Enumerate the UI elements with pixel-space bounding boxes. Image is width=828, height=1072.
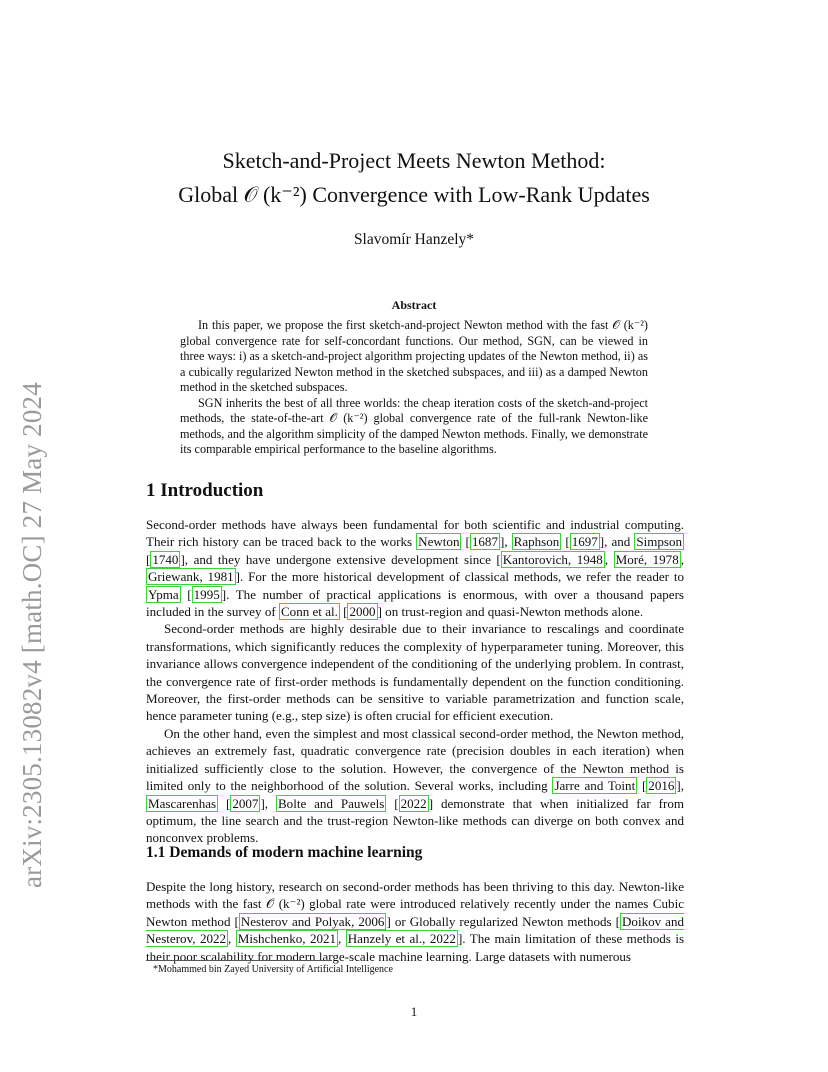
citation-link[interactable]: Kantorovich, 1948 bbox=[502, 551, 603, 567]
citation-link[interactable]: Nesterov and Polyak, 2006 bbox=[240, 913, 385, 929]
citation-link[interactable]: Jarre and Toint bbox=[554, 778, 636, 794]
text-span: ] demonstrate that when initialized far from optimum, the line search and the trust-region Newton-like methods can diverge on both convex and nonconvex problems. bbox=[146, 795, 685, 846]
intro-paragraph-1 bbox=[146, 516, 684, 620]
citation-link[interactable]: 1995 bbox=[193, 586, 220, 602]
citation-link[interactable]: Conn et al. bbox=[280, 604, 338, 620]
citation-link[interactable]: Newton bbox=[418, 534, 460, 550]
text-span: [ bbox=[180, 586, 192, 602]
abstract-paragraph-2: SGN inherits the best of all three worlds: the cheap iteration costs of the sketch-and-project methods, the state-of-the-art 𝒪 (k⁻²) global convergence rate of the full-rank Newton-like methods, and the algorithm simplicity of the damped Newton methods. Finally, we demonstrate its comparable empirical performance to the baseline algorithms. bbox=[180, 395, 648, 456]
text-span: [ bbox=[218, 795, 231, 811]
text-span: , bbox=[338, 931, 346, 947]
citation-link[interactable]: 2016 bbox=[648, 778, 675, 794]
text-span: [ bbox=[146, 551, 151, 567]
text-span: ], bbox=[676, 778, 684, 794]
subsection-body bbox=[146, 878, 684, 965]
text-span: , bbox=[604, 551, 614, 567]
subsection-paragraph-1 bbox=[146, 878, 684, 965]
intro-paragraph-3 bbox=[146, 725, 684, 847]
author: Slavomír Hanzely* bbox=[353, 231, 475, 248]
page-number: 1 bbox=[410, 1004, 418, 1019]
citation-link[interactable]: 2022 bbox=[400, 795, 427, 811]
text-span: , bbox=[228, 931, 236, 947]
citation-link[interactable]: Mascarenhas bbox=[148, 795, 217, 811]
citation-link[interactable]: 2000 bbox=[349, 604, 376, 620]
text-span: ] on trust-region and quasi-Newton methods alone. bbox=[377, 604, 644, 620]
text-span: Second-order methods have always been fundamental for both scientific and industrial computing. Their rich history can be traced back to the works bbox=[146, 517, 684, 550]
text-span: , bbox=[680, 551, 684, 567]
section-heading-introduction: 1 Introduction bbox=[146, 480, 264, 501]
citation-link[interactable]: 1740 bbox=[152, 551, 179, 567]
citation-link[interactable]: 1687 bbox=[471, 534, 498, 550]
arxiv-side-label: arXiv:2305.13082v4 [math.OC] 27 May 2024 bbox=[17, 382, 47, 888]
text-span: On the other hand, even the simplest and most classical second-order method, the Newton method, achieves an extremely fast, quadratic convergence rate (precision doubles in each iteration) when initialized sufficiently close to the solution. However, the convergence of the Newton method is limited only to the neighborhood of the solution. Several works, including bbox=[146, 725, 684, 794]
citation-link[interactable]: Moré, 1978 bbox=[615, 551, 679, 567]
citation-link[interactable]: Raphson bbox=[513, 534, 560, 550]
title-line-1: Sketch-and-Project Meets Newton Method: bbox=[222, 148, 606, 173]
subsection-heading: 1.1 Demands of modern machine learning bbox=[146, 844, 423, 861]
paper-title bbox=[146, 144, 682, 212]
abstract-heading: Abstract bbox=[391, 298, 437, 312]
citation-link[interactable]: 2007 bbox=[232, 795, 259, 811]
citation-link[interactable]: Doikov and Nesterov, 2022 bbox=[146, 913, 685, 947]
abstract-body bbox=[180, 318, 648, 458]
text-span: ], bbox=[260, 795, 276, 811]
citation-link[interactable]: Simpson bbox=[636, 534, 683, 550]
citation-link[interactable]: Ypma bbox=[148, 586, 179, 602]
text-span: [ bbox=[637, 778, 647, 794]
citation-link[interactable]: Hanzely et al., 2022 bbox=[347, 931, 456, 947]
text-span: ]. The number of practical applications is enormous, with over a thousand papers included in the survey of bbox=[146, 586, 685, 620]
text-span: Despite the long history, research on second-order methods has been thriving to this day. Newton-like methods with the fast 𝒪 (k⁻²) global rate were introduced relatively recently under the names Cubic Newton method [ bbox=[146, 879, 684, 929]
abstract-paragraph-1: In this paper, we propose the first sketch-and-project Newton method with the fast 𝒪 (k⁻²) global convergence rate for self-concordant functions. Our method, SGN, can be viewed in three ways: i) as a sketch-and-project algorithm projecting updates of the Newton method, ii) as a cubically regularized Newton method in the sketched subspaces, and iii) as a damped Newton method in the sketched subspaces. bbox=[180, 318, 648, 394]
text-span: [ bbox=[461, 534, 470, 550]
title-line-2: Global 𝒪 (k⁻²) Convergence with Low-Rank Updates bbox=[178, 182, 650, 207]
footnote: *Mohammed bin Zayed University of Artificial Intelligence bbox=[153, 964, 393, 975]
citation-link[interactable]: 1697 bbox=[571, 534, 598, 550]
intro-paragraph-2: Second-order methods are highly desirable due to their invariance to rescalings and coordinate transformations, which significantly reduces the complexity of hyperparameter tuning. Moreover, this invariance allows convergence independent of the conditioning of the underlying problem. In contrast, the convergence rate of first-order methods is fundamentally dependent on the function conditioning. Moreover, the first-order methods can be sensitive to variable parametrization and function scale, hence parameter tuning (e.g., step size) is often crucial for efficient execution. bbox=[146, 621, 684, 724]
text-span: ]. The main limitation of these methods is their poor scalability for modern large-scale machine learning. Large datasets with numerous bbox=[146, 931, 685, 964]
citation-link[interactable]: Griewank, 1981 bbox=[148, 569, 234, 585]
introduction-body bbox=[146, 516, 684, 847]
text-span: [ bbox=[386, 795, 399, 811]
citation-link[interactable]: Bolte and Pauwels bbox=[277, 795, 385, 811]
text-span: ], and they have undergone extensive development since [ bbox=[180, 551, 501, 567]
text-span: ], bbox=[499, 534, 512, 550]
footnote-rule bbox=[146, 960, 332, 961]
text-span: ], and bbox=[599, 534, 635, 550]
text-span: ] or Globally regularized Newton methods [ bbox=[386, 913, 620, 929]
text-span: [ bbox=[561, 534, 570, 550]
citation-link[interactable]: Mishchenko, 2021 bbox=[237, 931, 337, 947]
text-span: [ bbox=[339, 604, 348, 620]
text-span: ]. For the more historical development of classical methods, we refer the reader to bbox=[235, 569, 684, 585]
